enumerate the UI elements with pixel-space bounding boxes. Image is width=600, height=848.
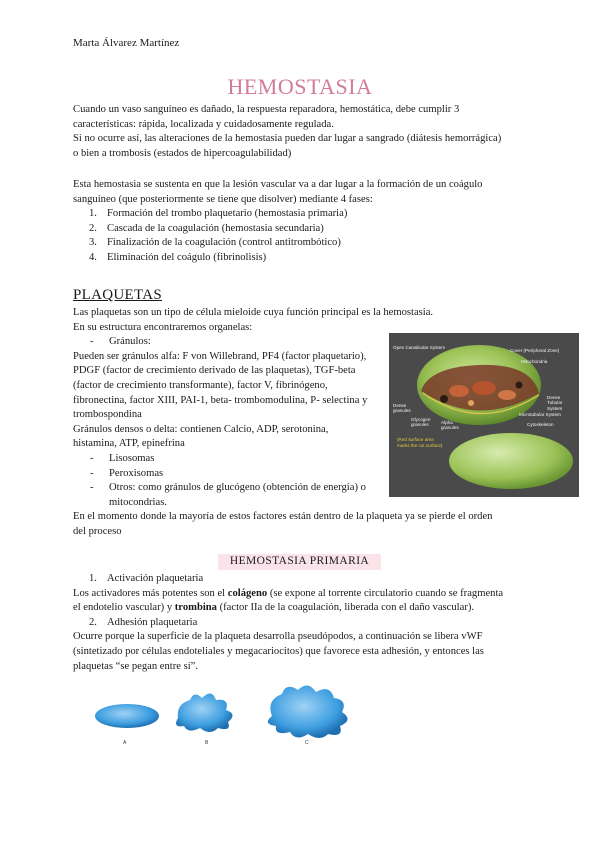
text-line: En su estructura encontraremos organelas: (73, 321, 253, 333)
label-mitochondria: Mitochondria (521, 359, 548, 364)
text-line: PDGF (factor de crecimiento derivado de las plaquetas), TGF-beta (73, 365, 356, 377)
list-item: - Peroxisomas (90, 467, 164, 479)
label-cover: Cover (Peripheral Zone) (510, 348, 560, 353)
phases-list (73, 207, 482, 265)
author-name: Marta Álvarez Martínez (73, 37, 180, 49)
organelle (468, 400, 474, 406)
text-line: En el momento donde la mayoría de estos factores están dentro de la plaqueta ya se pierde el orden (73, 511, 493, 523)
text-line: o bien a trombosis (estados de hipercoagulabilidad) (73, 147, 292, 159)
basis-paragraph (73, 178, 482, 266)
text-line: del proceso (73, 525, 122, 537)
text-line: Pueden ser gránulos alfa: F von Willebrand, PF4 (factor plaquetario), (73, 350, 367, 362)
platelet-shape-b (176, 693, 233, 732)
label-microtubular: Microtubular System (519, 412, 561, 417)
text-line: Cuando un vaso sanguíneo es dañado, la respuesta reparadora, hemostática, debe cumplir 3 (73, 104, 460, 115)
platelet-shape-a (95, 704, 159, 728)
organelle (498, 390, 516, 400)
text-line: Esta hemostasia se sustenta en que la lesión vascular va a dar lugar a la formación de un coágulo (73, 179, 483, 190)
text-line: (sintetizado por células endoteliales y megacariocitos) que favorece esta adhesión, y entonces las (73, 645, 484, 657)
platelet-activation-figure (90, 680, 370, 750)
label-dense-tubular: Dense Tubular System (547, 395, 563, 411)
list-item: 2. Cascada de la coagulación (hemostasia secundaria) (89, 222, 324, 234)
intro-paragraph (73, 103, 501, 161)
list-item: 1. Activación plaquetaria (89, 573, 204, 584)
text-line: trombospondina (73, 409, 142, 421)
platelet-whole-body (449, 433, 573, 489)
text-line: Gránulos densos o delta: contienen Calcio, ADP, serotonina, (73, 423, 329, 435)
primary-paragraph (73, 572, 503, 674)
organelle (516, 382, 523, 389)
label-dense-granules: Dense granules (393, 403, 411, 414)
section-heading-plaquetas: PLAQUETAS (73, 287, 163, 303)
list-item: mitocondrias. (109, 496, 167, 508)
list-item: - Gránulos: (90, 336, 151, 348)
text-line: el endotelio vascular) y trombina (factor IIa de la coagulación, liberada con el daño vascular). (73, 602, 475, 614)
label-cytoskeleton: Cytoskeleton (527, 422, 554, 427)
label-cut-surface-1: (Red surface area (397, 437, 434, 442)
label-alpha-granules: Alpha granules (441, 420, 459, 431)
text-line: histamina, ATP, epinefrina (73, 438, 185, 450)
section-heading-hemostasia-primaria: HEMOSTASIA PRIMARIA (229, 555, 370, 567)
text-line: características: rápida, localizada y cuidadosamente regulada. (73, 118, 334, 130)
text-line: fibronectina, factor XIII, PAI-1, beta- trombomodulina, P- selectina y (73, 394, 368, 406)
label-glycogen: Glycogen granules (411, 417, 431, 428)
list-item: 1. Formación del trombo plaquetario (hemostasia primaria) (89, 208, 348, 220)
figure-label-b: B (205, 740, 209, 746)
list-item: 4. Eliminación del coágulo (fibrinolisis) (89, 251, 267, 263)
organelle (449, 385, 469, 397)
page-title: HEMOSTASIA (227, 74, 373, 99)
list-item: 3. Finalización de la coagulación (control antitrombótico) (89, 237, 341, 249)
figure-label-c: C (305, 740, 309, 746)
list-item: - Lisosomas (90, 452, 155, 464)
text-line: (factor de crecimiento transformante), factor V, fibrinógeno, (73, 379, 328, 391)
label-cut-surface-2: marks the cut surface) (397, 443, 443, 448)
text-line: sanguíneo (que posteriormente se tiene que disolver) mediante 4 fases: (73, 193, 373, 205)
text-line: Los activadores más potentes son el colágeno (se expone al torrente circulatorio cuando se fragmenta (73, 587, 504, 599)
list-item: - Otros: como gránulos de glucógeno (obtención de energía) o (90, 482, 366, 494)
label-open-canalicular: Open Canalicular System (393, 345, 446, 350)
list-item: 2. Adhesión plaquetaria (89, 616, 198, 628)
figure-label-a: A (123, 740, 127, 746)
text-line: Si no ocurre así, las alteraciones de la hemostasia pueden dar lugar a sangrado (diátesis hemorrágica) (73, 133, 502, 145)
platelet-structure-figure (389, 333, 579, 497)
platelet-shape-c (268, 685, 348, 738)
text-line: plaquetas “se pegan entre sí”. (73, 660, 199, 672)
text-line: Ocurre porque la superficie de la plaqueta desarrolla pseudópodos, a continuación se libera vWF (73, 631, 483, 643)
organelle (472, 381, 496, 395)
text-line: Las plaquetas son un tipo de célula mieloide cuya función principal es la hemostasia. (73, 307, 434, 318)
platelet-shapes (90, 680, 370, 740)
organelle (440, 395, 448, 403)
